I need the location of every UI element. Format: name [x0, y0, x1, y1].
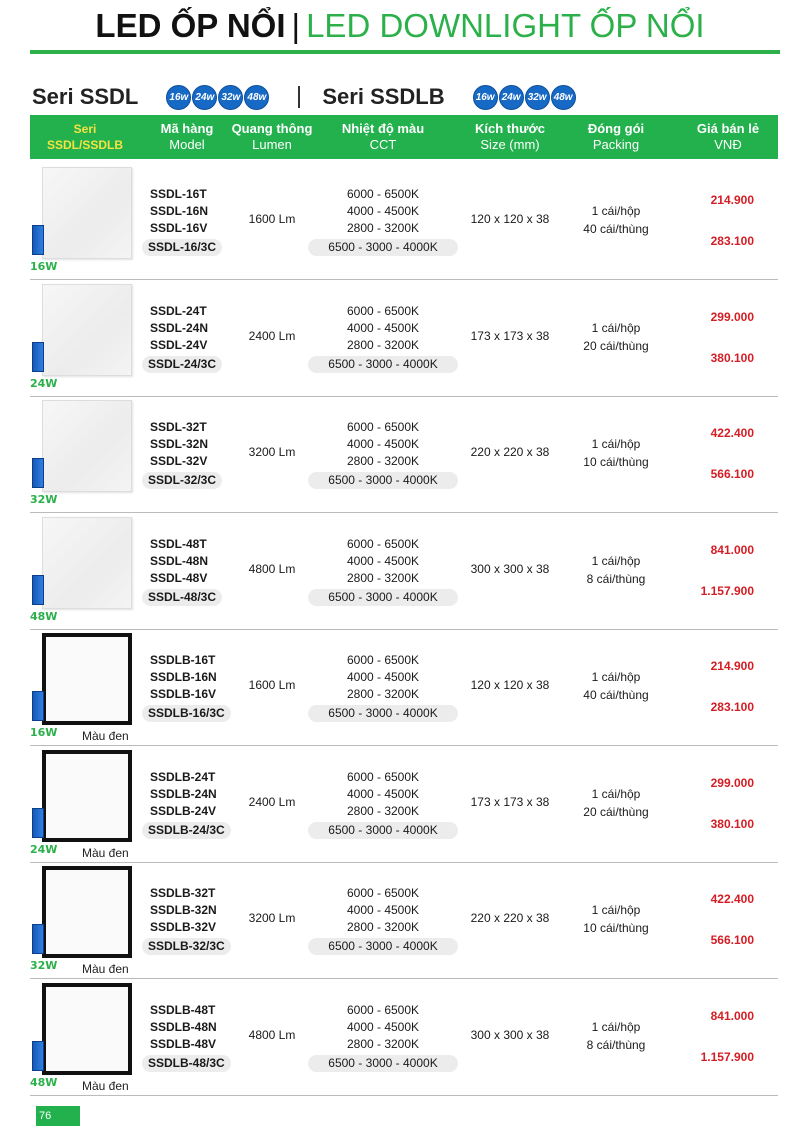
packing-box: 1 cái/hộp: [591, 786, 641, 801]
watt-badge: 48w: [551, 85, 576, 110]
lumen-value: 4800 Lm: [248, 1027, 296, 1042]
watt-badge: 24w: [499, 85, 524, 110]
cct-value: 2800 - 3200K: [346, 570, 420, 585]
model-code: SSDLB-24V: [150, 803, 217, 818]
retail-price: 422.400: [710, 426, 754, 440]
cct-value: 4000 - 4500K: [346, 204, 420, 218]
table-row: [30, 514, 778, 630]
table-row: [30, 980, 778, 1096]
model-code: SSDLB-32T: [150, 886, 216, 900]
watt-badge: 32w: [525, 85, 550, 110]
packing-value: [564, 668, 668, 704]
led-panel-image: [42, 284, 132, 376]
packing-value: [564, 319, 668, 355]
packing-value: [564, 901, 668, 937]
size-value: 300 x 300 x 38: [470, 1027, 550, 1042]
packing-box: 1 cái/hộp: [591, 204, 641, 218]
cct-list: [308, 419, 458, 489]
title-part2: LED DOWNLIGHT ỐP NỔI: [306, 7, 705, 44]
table-row: [30, 747, 778, 863]
led-panel-image: [42, 633, 132, 725]
lumen-value: 1600 Lm: [248, 212, 296, 226]
header-price: Giá bán lẻ VNĐ: [696, 121, 760, 152]
watt-label: 16W: [30, 260, 58, 273]
model-code: SSDL-48T: [150, 536, 207, 551]
series-a-name: Seri SSDL: [32, 84, 139, 109]
model-list: [148, 303, 248, 373]
packing-carton: 40 cái/thùng: [583, 222, 649, 236]
watt-badge: 32w: [218, 85, 243, 110]
model-code: SSDLB-48T: [150, 1002, 216, 1017]
packing-carton: 20 cái/thùng: [583, 338, 649, 353]
retail-price: 422.400: [710, 892, 754, 906]
retail-price-3c: 566.100: [710, 933, 754, 947]
watt-label: 32W: [30, 959, 58, 972]
packing-value: [564, 435, 668, 471]
cct-value: 6000 - 6500K: [346, 886, 420, 900]
model-code: SSDL-24T: [150, 303, 207, 318]
model-code: SSDLB-16V: [150, 687, 217, 701]
header-model: Mã hàng Model: [160, 121, 214, 152]
model-list: [148, 885, 248, 955]
packing-carton: 8 cái/thùng: [586, 1037, 646, 1052]
title-part1: LED ỐP NỔI: [95, 7, 286, 44]
watt-badge: 16w: [166, 85, 191, 110]
model-code: SSDLB-32N: [150, 903, 217, 917]
packing-box: 1 cái/hộp: [591, 320, 641, 335]
model-list: [148, 769, 248, 839]
packing-value: [564, 552, 668, 588]
retail-price-3c: 380.100: [710, 816, 754, 831]
lumen-value: 2400 Lm: [248, 328, 296, 343]
model-list: [148, 419, 248, 489]
cct-list: [308, 186, 458, 256]
model-code: SSDLB-32V: [150, 920, 217, 934]
size-value: 173 x 173 x 38: [470, 794, 550, 809]
led-panel: [42, 400, 132, 492]
driver-box: [32, 808, 44, 838]
cct-value: 2800 - 3200K: [346, 337, 420, 352]
model-code-3c: SSDL-24/3C: [142, 356, 222, 373]
packing-box: 1 cái/hộp: [591, 903, 641, 917]
watt-label: 24W: [30, 842, 58, 856]
cct-list: [308, 769, 458, 839]
cct-list: [308, 1002, 458, 1072]
size-value: 120 x 120 x 38: [470, 678, 550, 692]
retail-price-3c: 1.157.900: [700, 583, 754, 598]
page-title: [0, 4, 800, 48]
model-code: SSDL-48N: [150, 553, 209, 568]
cct-value-3c: 6500 - 3000 - 4000K: [308, 239, 458, 256]
driver-box: [32, 458, 44, 488]
cct-value: 6000 - 6500K: [346, 187, 420, 201]
color-note: Màu đen: [82, 962, 129, 976]
model-code: SSDL-32N: [150, 437, 209, 451]
watt-badge: 48w: [244, 85, 269, 110]
cct-list: [308, 652, 458, 722]
packing-box: 1 cái/hộp: [591, 670, 641, 684]
model-code: SSDL-48V: [150, 570, 208, 585]
watt-label: 16W: [30, 726, 58, 739]
cct-value: 6000 - 6500K: [346, 420, 420, 434]
model-code-3c: SSDL-16/3C: [142, 239, 222, 256]
led-panel: [42, 866, 132, 958]
cct-value: 2800 - 3200K: [346, 803, 420, 818]
packing-carton: 20 cái/thùng: [583, 804, 649, 819]
cct-value-3c: 6500 - 3000 - 4000K: [308, 472, 458, 489]
lumen-value: 1600 Lm: [248, 678, 296, 692]
led-panel: [42, 983, 132, 1075]
led-panel-image: [42, 866, 132, 958]
led-panel-image: [42, 400, 132, 492]
table-row: [30, 630, 778, 746]
cct-value-3c: 6500 - 3000 - 4000K: [308, 705, 458, 722]
packing-carton: 10 cái/thùng: [583, 921, 649, 935]
series-b-watt-badges: [473, 85, 577, 110]
packing-carton: 8 cái/thùng: [586, 571, 646, 586]
model-code: SSDL-16V: [150, 221, 208, 235]
cct-value: 4000 - 4500K: [346, 903, 420, 917]
model-code-3c: SSDLB-32/3C: [142, 938, 231, 955]
retail-price-3c: 566.100: [710, 467, 754, 481]
cct-value: 4000 - 4500K: [346, 1019, 420, 1034]
cct-value: 2800 - 3200K: [346, 454, 420, 468]
retail-price: 299.000: [710, 309, 754, 324]
cct-value: 6000 - 6500K: [346, 536, 420, 551]
cct-value: 4000 - 4500K: [346, 670, 420, 684]
cct-value: 4000 - 4500K: [346, 553, 420, 568]
cct-value: 4000 - 4500K: [346, 320, 420, 335]
model-code-3c: SSDLB-24/3C: [142, 822, 231, 839]
cct-value: 4000 - 4500K: [346, 437, 420, 451]
packing-value: [564, 785, 668, 821]
model-code: SSDLB-24N: [150, 786, 217, 801]
retail-price-3c: 380.100: [710, 350, 754, 365]
retail-price-3c: 283.100: [710, 234, 754, 248]
driver-box: [32, 575, 44, 605]
model-code-3c: SSDL-32/3C: [142, 472, 222, 489]
packing-value: [564, 1018, 668, 1054]
model-code: SSDL-16N: [150, 204, 209, 218]
size-value: 120 x 120 x 38: [470, 212, 550, 226]
cct-value-3c: 6500 - 3000 - 4000K: [308, 822, 458, 839]
packing-box: 1 cái/hộp: [591, 553, 641, 568]
driver-box: [32, 342, 44, 372]
lumen-value: 3200 Lm: [248, 911, 296, 925]
lumen-value: 2400 Lm: [248, 794, 296, 809]
driver-box: [32, 924, 44, 954]
model-code: SSDLB-48N: [150, 1019, 217, 1034]
lumen-value: 3200 Lm: [248, 445, 296, 459]
model-list: [148, 536, 248, 606]
title-underline: [30, 50, 780, 54]
packing-carton: 10 cái/thùng: [583, 455, 649, 469]
led-panel-image: [42, 983, 132, 1075]
cct-list: [308, 303, 458, 373]
model-code: SSDLB-24T: [150, 769, 216, 784]
model-code: SSDLB-16T: [150, 653, 216, 667]
led-panel: [42, 167, 132, 259]
retail-price-3c: 1.157.900: [700, 1049, 754, 1064]
model-code: SSDL-24V: [150, 337, 208, 352]
color-note: Màu đen: [82, 729, 129, 743]
lumen-value: 4800 Lm: [248, 561, 296, 576]
driver-box: [32, 691, 44, 721]
cct-value-3c: 6500 - 3000 - 4000K: [308, 356, 458, 373]
size-value: 173 x 173 x 38: [470, 328, 550, 343]
watt-label: 24W: [30, 376, 58, 390]
retail-price: 299.000: [710, 775, 754, 790]
series-b-name: Seri SSDLB: [322, 84, 445, 109]
size-value: 220 x 220 x 38: [470, 911, 550, 925]
table-row: [30, 281, 778, 397]
watt-badge: 24w: [192, 85, 217, 110]
table-header: [30, 115, 778, 159]
model-code: SSDLB-48V: [150, 1036, 217, 1051]
series-a-watt-badges: [166, 85, 270, 110]
model-code: SSDL-16T: [150, 187, 207, 201]
cct-list: [308, 536, 458, 606]
led-panel: [42, 284, 132, 376]
model-code-3c: SSDLB-16/3C: [142, 705, 231, 722]
size-value: 220 x 220 x 38: [470, 445, 550, 459]
cct-value: 6000 - 6500K: [346, 1002, 420, 1017]
retail-price: 214.900: [710, 193, 754, 207]
cct-value: 2800 - 3200K: [346, 221, 420, 235]
cct-value: 6000 - 6500K: [346, 303, 420, 318]
model-code: SSDLB-16N: [150, 670, 217, 684]
led-panel: [42, 633, 132, 725]
model-code: SSDL-32T: [150, 420, 207, 434]
model-code-3c: SSDLB-48/3C: [142, 1055, 231, 1072]
series-divider: [298, 86, 300, 108]
table-row: [30, 397, 778, 513]
watt-label: 32W: [30, 493, 58, 506]
packing-box: 1 cái/hộp: [591, 437, 641, 451]
model-code: SSDL-24N: [150, 320, 209, 335]
driver-box: [32, 1041, 44, 1071]
cct-value: 6000 - 6500K: [346, 769, 420, 784]
cct-value-3c: 6500 - 3000 - 4000K: [308, 938, 458, 955]
packing-carton: 40 cái/thùng: [583, 688, 649, 702]
model-list: [148, 1002, 248, 1072]
color-note: Màu đen: [82, 845, 129, 860]
retail-price: 841.000: [710, 1008, 754, 1023]
packing-box: 1 cái/hộp: [591, 1019, 641, 1034]
led-panel-image: [42, 750, 132, 842]
cct-value: 6000 - 6500K: [346, 653, 420, 667]
model-code-3c: SSDL-48/3C: [142, 589, 222, 606]
cct-value: 4000 - 4500K: [346, 786, 420, 801]
cct-value: 2800 - 3200K: [346, 920, 420, 934]
cct-value: 2800 - 3200K: [346, 687, 420, 701]
driver-box: [32, 225, 44, 255]
cct-list: [308, 885, 458, 955]
table-row: [30, 863, 778, 979]
retail-price: 214.900: [710, 659, 754, 673]
cct-value-3c: 6500 - 3000 - 4000K: [308, 1055, 458, 1072]
size-value: 300 x 300 x 38: [470, 561, 550, 576]
led-panel: [42, 750, 132, 842]
retail-price: 841.000: [710, 542, 754, 557]
title-separator: |: [291, 7, 301, 44]
header-size: Kích thước Size (mm): [475, 121, 545, 152]
retail-price-3c: 283.100: [710, 700, 754, 714]
model-list: [148, 652, 248, 722]
model-list: [148, 186, 248, 256]
series-row: [32, 82, 577, 112]
page-number: 76: [36, 1106, 80, 1126]
header-packing: Đóng gói Packing: [587, 121, 645, 152]
header-lumen: Quang thông Lumen: [231, 121, 313, 152]
watt-label: 48W: [30, 1075, 58, 1089]
color-note: Màu đen: [82, 1078, 129, 1093]
cct-value-3c: 6500 - 3000 - 4000K: [308, 589, 458, 606]
watt-label: 48W: [30, 609, 58, 623]
led-panel-image: [42, 167, 132, 259]
led-panel-image: [42, 517, 132, 609]
packing-value: [564, 202, 668, 238]
watt-badge: 16w: [473, 85, 498, 110]
header-seri: Seri SSDL/SSDLB: [46, 122, 123, 152]
table-row: [30, 164, 778, 280]
led-panel: [42, 517, 132, 609]
header-cct: Nhiệt độ màu CCT: [341, 121, 425, 152]
cct-value: 2800 - 3200K: [346, 1036, 420, 1051]
model-code: SSDL-32V: [150, 454, 208, 468]
